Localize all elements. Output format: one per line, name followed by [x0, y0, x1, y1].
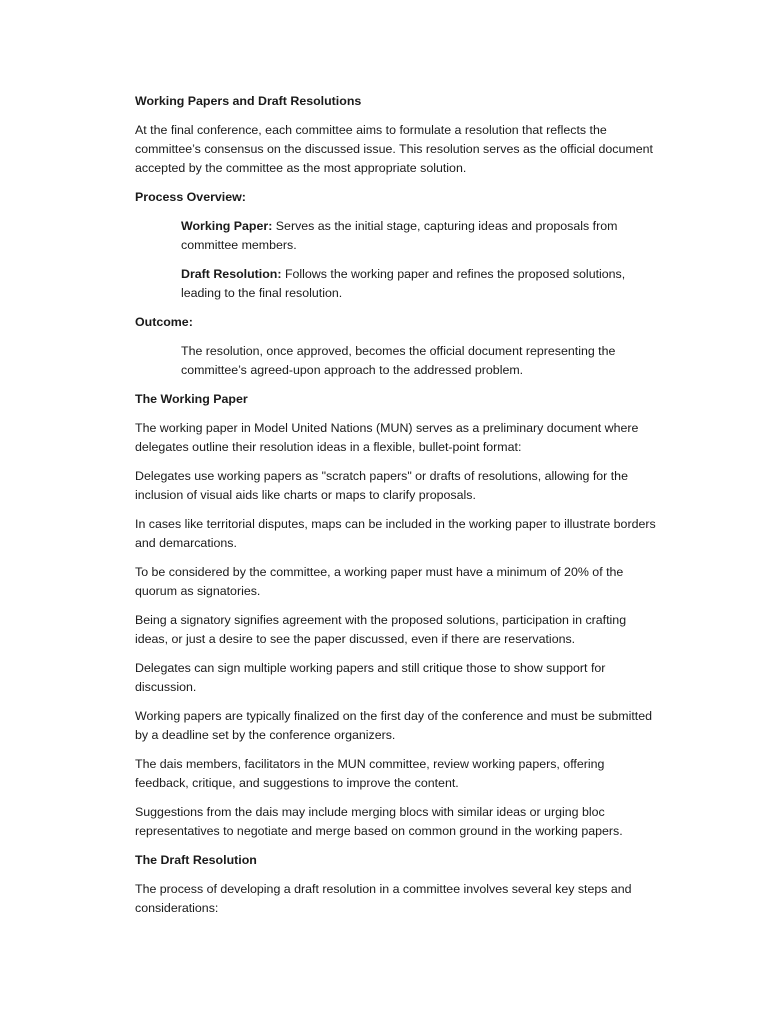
- process-item-term: Draft Resolution:: [181, 267, 282, 281]
- working-paper-paragraph: The dais members, facilitators in the MUN committee, review working papers, offering feedback, critique, and suggestions to improve the content.: [135, 757, 605, 790]
- process-item-term: Working Paper:: [181, 219, 273, 233]
- working-paper-paragraph: Working papers are typically finalized on the first day of the conference and must be submitted by a deadline set by the conference organizers.: [135, 709, 653, 742]
- process-item-working-paper: [181, 217, 660, 255]
- working-paper-paragraph: Delegates use working papers as "scratch papers" or drafts of resolutions, allowing for the inclusion of visual aids like charts or maps to clarify proposals.: [135, 469, 628, 502]
- outcome-heading: Outcome:: [135, 315, 193, 329]
- working-paper-paragraph: Being a signatory signifies agreement with the proposed solutions, participation in crafting ideas, or just a desire to see the paper discussed, even if there are reservations.: [135, 613, 627, 646]
- process-item-draft-resolution: [181, 265, 660, 303]
- process-item-text: Follows the working paper and refines the proposed solutions, leading to the final resolution.: [181, 267, 626, 300]
- process-overview-heading: Process Overview:: [135, 190, 246, 204]
- intro-paragraph: At the final conference, each committee aims to formulate a resolution that reflects the committee’s consensus on the discussed issue. This resolution serves as the official document accepted by the committee as the most appropriate solution.: [135, 123, 653, 175]
- working-paper-paragraph: In cases like territorial disputes, maps can be included in the working paper to illustrate borders and demarcations.: [135, 517, 656, 550]
- working-paper-paragraph: Suggestions from the dais may include merging blocs with similar ideas or urging bloc representatives to negotiate and merge based on common ground in the working papers.: [135, 805, 623, 838]
- process-item-text: Serves as the initial stage, capturing ideas and proposals from committee members.: [181, 219, 618, 252]
- document-title: Working Papers and Draft Resolutions: [135, 94, 362, 108]
- draft-resolution-heading: The Draft Resolution: [135, 853, 257, 867]
- working-paper-paragraph: Delegates can sign multiple working papers and still critique those to show support for discussion.: [135, 661, 606, 694]
- working-paper-heading: The Working Paper: [135, 392, 248, 406]
- working-paper-paragraph: To be considered by the committee, a working paper must have a minimum of 20% of the quorum as signatories.: [135, 565, 624, 598]
- working-paper-paragraph: The working paper in Model United Nations (MUN) serves as a preliminary document where delegates outline their resolution ideas in a flexible, bullet-point format:: [135, 421, 639, 454]
- document-page: [135, 92, 660, 928]
- draft-resolution-paragraph: The process of developing a draft resolution in a committee involves several key steps and considerations:: [135, 882, 632, 915]
- outcome-paragraph: The resolution, once approved, becomes the official document representing the committee’s agreed-upon approach to the addressed problem.: [181, 344, 616, 377]
